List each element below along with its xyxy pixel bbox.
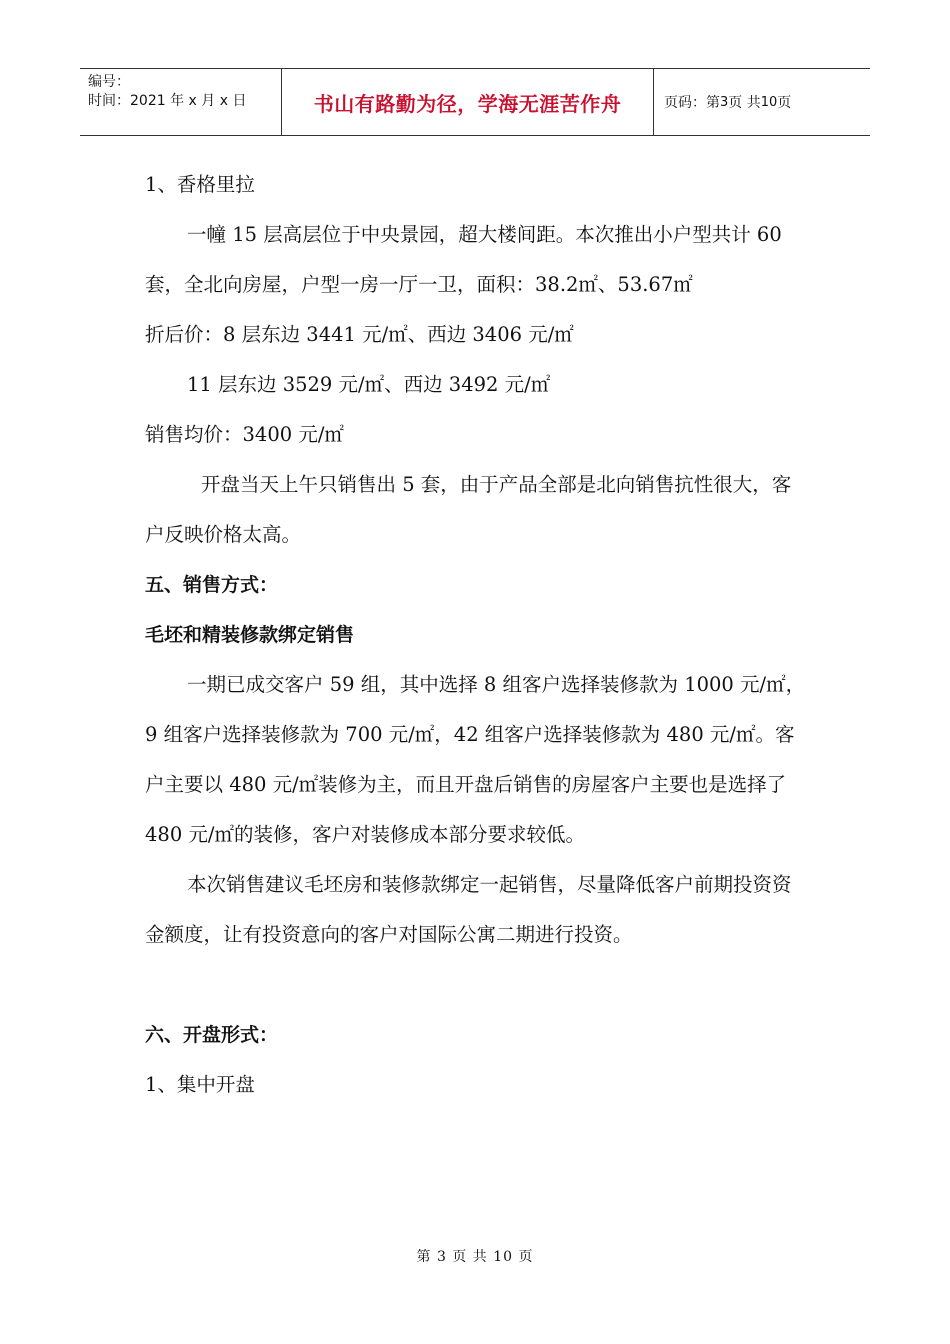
paragraph-opening-day: 开盘当天上午只销售出 5 套，由于产品全部是北向销售抗性很大，客户反映价格太高。 [145,473,792,546]
page-footer: 第 3 页 共 10 页 [416,1249,534,1265]
average-price-line: 销售均价：3400 元/㎡ [145,423,344,446]
subheading-bundle-sales: 毛坯和精装修款绑定销售 [145,624,355,646]
page-suffix: 页 [777,95,792,111]
discount-price-line: 折后价：8 层东边 3441 元/㎡、西边 3406 元/㎡ [145,323,574,346]
paragraph-sales-suggestion: 本次销售建议毛坯房和装修款绑定一起销售，尽量降低客户前期投资资金额度，让有投资意向的客户对国际公寓二期进行投资。 [145,873,792,946]
page-current: 3 [720,94,729,110]
header-page-indicator [654,69,870,135]
item-shangri-la: 1、香格里拉 [145,173,255,196]
number-label: 编号： [88,74,130,90]
heading-sales-method: 五、销售方式： [145,574,279,596]
page-mid: 页 共 [728,95,761,111]
paragraph-customer-stats: 一期已成交客户 59 组，其中选择 8 组客户选择装修款为 1000 元/㎡，9 组客户选择装修款为 700 元/㎡，42 组客户选择装修款为 480 元/㎡。客户主要以 480 元/㎡装修为主，而且开盘后销售的房屋客户主要也是选择了 480 元/㎡的装修，客户对装修成本部分要求较低。 [145,673,806,846]
heading-opening-form: 六、开盘形式： [145,1024,279,1046]
page-prefix: 页码：第 [664,95,720,111]
page-total: 10 [760,94,778,110]
page-header [80,68,870,136]
header-motto: 书山有路勤为径，学海无涯苦作舟 [282,69,654,135]
time-label: 时间：2021 年 x 月 x 日 [88,93,247,109]
document-body [145,160,810,1110]
header-meta [80,69,282,135]
spacer [145,960,810,1010]
item-centralized-opening: 1、集中开盘 [145,1073,255,1096]
floor-11-price-line: 11 层东边 3529 元/㎡、西边 3492 元/㎡ [187,373,551,396]
paragraph-building-intro: 一幢 15 层高层位于中央景园，超大楼间距。本次推出小户型共计 60 套，全北向房屋，户型一房一厅一卫，面积：38.2㎡、53.67㎡ [145,223,782,296]
